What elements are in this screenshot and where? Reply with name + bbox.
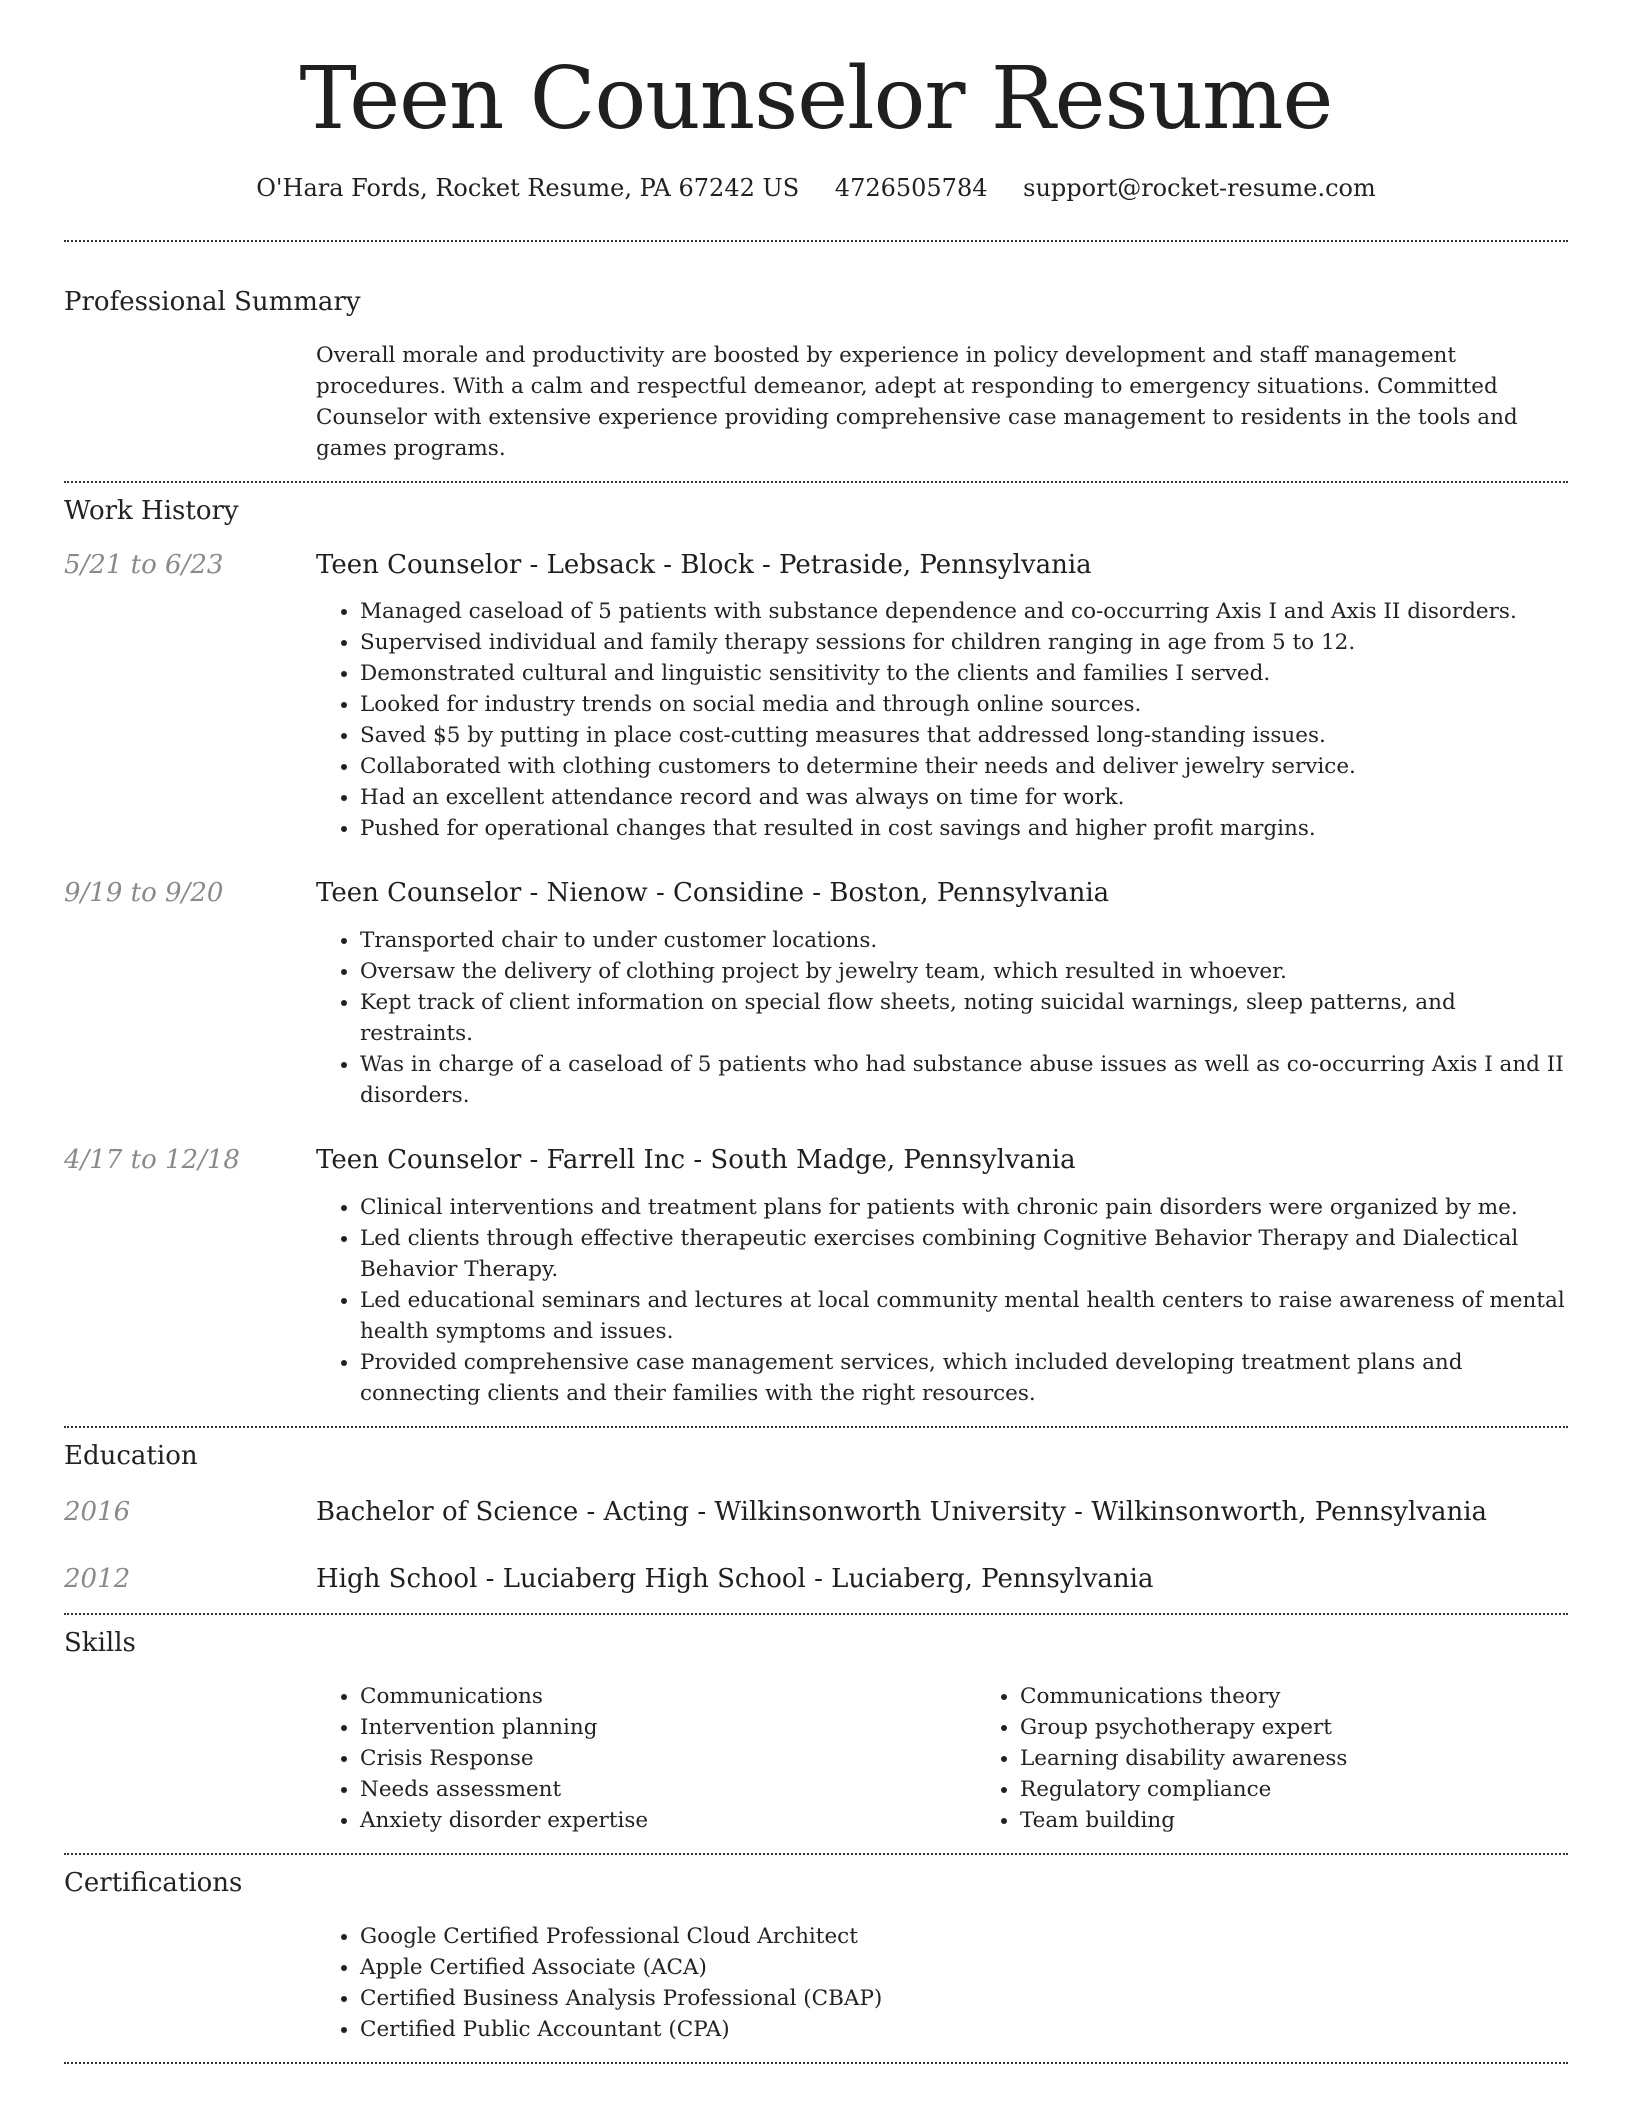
section-heading-education: Education	[64, 1441, 198, 1472]
list-item: • Anxiety disorder expertise	[360, 1805, 976, 1836]
list-item: • Learning disability awareness	[1020, 1743, 1632, 1774]
job-entry	[64, 877, 1568, 1111]
contact-email: support@rocket-resume.com	[1023, 173, 1376, 202]
list-item: • Needs assessment	[360, 1774, 976, 1805]
list-item: • Had an excellent attendance record and was always on time for work.	[360, 782, 1568, 813]
list-item: • Transported chair to under customer locations.	[360, 925, 1568, 956]
divider	[64, 1853, 1568, 1855]
job-title: Teen Counselor - Nienow - Considine - Boston, Pennsylvania	[316, 878, 1110, 909]
list-item: • Saved $5 by putting in place cost-cutting measures that addressed long-standing issues.	[360, 720, 1568, 751]
job-title: Teen Counselor - Farrell Inc - South Madge, Pennsylvania	[316, 1145, 1076, 1176]
list-item: • Google Certified Professional Cloud Architect	[360, 1921, 1568, 1952]
job-entry	[64, 549, 1568, 845]
education-year: 2016	[64, 1496, 131, 1527]
summary-section	[64, 286, 1568, 464]
certifications-section	[64, 1867, 1568, 2045]
divider	[64, 2062, 1568, 2064]
certifications-list	[316, 1921, 1568, 2045]
list-item: • Certified Public Accountant (CPA)	[360, 2014, 1568, 2045]
list-item: • Intervention planning	[360, 1712, 976, 1743]
section-heading-work: Work History	[64, 495, 239, 526]
list-item: • Led clients through effective therapeutic exercises combining Cognitive Behavior Therapy and Dialectical Behavior Therapy.	[360, 1223, 1568, 1285]
list-item: • Crisis Response	[360, 1743, 976, 1774]
list-item: • Communications	[360, 1681, 976, 1712]
section-heading-summary: Professional Summary	[64, 287, 361, 318]
job-title: Teen Counselor - Lebsack - Block - Petraside, Pennsylvania	[316, 549, 1092, 580]
contact-line	[64, 173, 1568, 204]
job-dates: 9/19 to 9/20	[64, 878, 224, 909]
list-item: • Regulatory compliance	[1020, 1774, 1632, 1805]
section-heading-skills: Skills	[64, 1628, 136, 1659]
job-dates: 5/21 to 6/23	[64, 549, 224, 580]
skills-list-right	[976, 1681, 1632, 1836]
skills-section	[64, 1627, 1568, 1836]
education-entry	[64, 1563, 1568, 1597]
contact-address: O'Hara Fords, Rocket Resume, PA 67242 US	[256, 173, 800, 202]
job-bullets	[316, 596, 1568, 844]
list-item: • Managed caseload of 5 patients with substance dependence and co-occurring Axis I and Axis II disorders.	[360, 596, 1568, 627]
education-text: High School - Luciaberg High School - Luciaberg, Pennsylvania	[316, 1563, 1154, 1594]
education-text: Bachelor of Science - Acting - Wilkinsonworth University - Wilkinsonworth, Pennsylvania	[316, 1496, 1488, 1527]
list-item: • Apple Certified Associate (ACA)	[360, 1952, 1568, 1983]
page-title: Teen Counselor Resume	[299, 49, 1333, 149]
divider	[64, 1426, 1568, 1428]
list-item: • Led educational seminars and lectures at local community mental health centers to raise awareness of mental health symptoms and issues.	[360, 1285, 1568, 1347]
list-item: • Looked for industry trends on social media and through online sources.	[360, 689, 1568, 720]
list-item: • Oversaw the delivery of clothing project by jewelry team, which resulted in whoever.	[360, 956, 1568, 987]
list-item: • Team building	[1020, 1805, 1632, 1836]
work-history-section	[64, 495, 1568, 1409]
list-item: • Was in charge of a caseload of 5 patients who had substance abuse issues as well as co-occurring Axis I and II disorders.	[360, 1049, 1568, 1111]
divider	[64, 1613, 1568, 1615]
section-heading-certifications: Certifications	[64, 1868, 243, 1899]
job-dates: 4/17 to 12/18	[64, 1145, 240, 1176]
divider	[64, 481, 1568, 483]
list-item: • Collaborated with clothing customers to determine their needs and deliver jewelry service.	[360, 751, 1568, 782]
divider	[64, 240, 1568, 242]
list-item: • Supervised individual and family therapy sessions for children ranging in age from 5 to 12.	[360, 627, 1568, 658]
education-entry	[64, 1496, 1568, 1530]
skills-list-left	[316, 1681, 976, 1836]
list-item: • Group psychotherapy expert	[1020, 1712, 1632, 1743]
contact-phone: 4726505784	[834, 173, 988, 202]
job-bullets	[316, 925, 1568, 1111]
list-item: • Demonstrated cultural and linguistic sensitivity to the clients and families I served.	[360, 658, 1568, 689]
list-item: • Kept track of client information on special flow sheets, noting suicidal warnings, sleep patterns, and restraints.	[360, 987, 1568, 1049]
education-year: 2012	[64, 1563, 131, 1594]
education-section	[64, 1440, 1568, 1596]
list-item: • Clinical interventions and treatment plans for patients with chronic pain disorders were organized by me.	[360, 1192, 1568, 1223]
list-item: • Pushed for operational changes that resulted in cost savings and higher profit margins.	[360, 813, 1568, 844]
resume-page	[64, 0, 1568, 2064]
list-item: • Provided comprehensive case management services, which included developing treatment plans and connecting clients and their families with the right resources.	[360, 1347, 1568, 1409]
job-bullets	[316, 1192, 1568, 1409]
job-entry	[64, 1144, 1568, 1409]
summary-text: Overall morale and productivity are boosted by experience in policy development and staff management procedures. With a calm and respectful demeanor, adept at responding to emergency situations. Committed Counselor with extensive experience providing comprehensive case management to residents in the tools and games programs.	[316, 342, 1518, 461]
list-item: • Communications theory	[1020, 1681, 1632, 1712]
list-item: • Certified Business Analysis Professional (CBAP)	[360, 1983, 1568, 2014]
